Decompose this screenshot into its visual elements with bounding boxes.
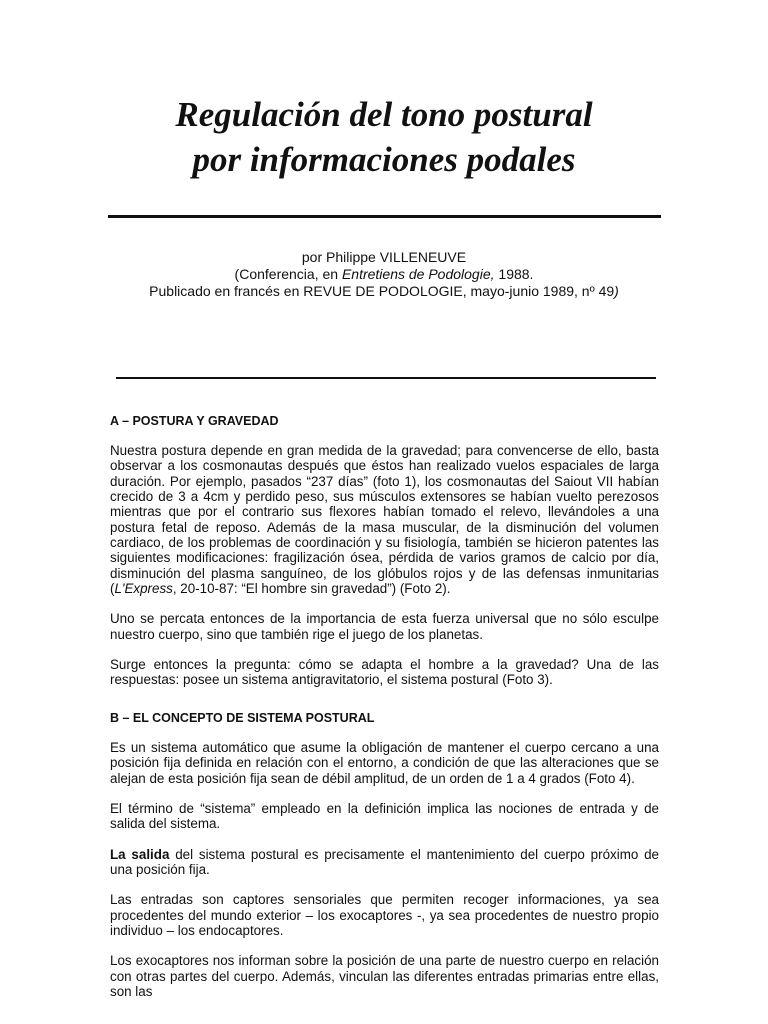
title-line-1: Regulación del tono postural (175, 95, 593, 134)
section-a-p1-italic: L'Express (114, 581, 173, 597)
section-b-paragraph-1: Es un sistema automático que asume la obligación de mantener el cuerpo cercano a una posición fija definida en relación con el entorno, a condición de que las alteraciones que se alejan de esta posición fija sean de débil amplitud, de un orden de 1 a 4 grados (Foto 4). (110, 739, 659, 786)
section-a-paragraph-1 (110, 443, 659, 596)
byline-divider (116, 377, 656, 379)
conference-suffix: 1988. (494, 266, 534, 282)
document-body (110, 413, 659, 1014)
byline (0, 249, 768, 300)
conference-prefix: (Conferencia, en (234, 266, 342, 282)
section-a-p1-end: , 20-10-87: “El hombre sin gravedad”) (Foto 2). (172, 581, 451, 597)
section-b-p3-rest: del sistema postural es precisamente el mantenimiento del cuerpo próximo de una posición fija. (110, 846, 660, 877)
section-b-paragraph-5: Los exocaptores nos informan sobre la posición de una parte de nuestro cuerpo en relación con otras partes del cuerpo. Además, vinculan las diferentes entradas primarias entre ellas, son las (110, 953, 659, 999)
section-a-p1-main: Nuestra postura depende en gran medida de la gravedad; para convencerse de ello, basta observar a los cosmonautas después que éstos han realizado vuelos espaciales de larga duración. Por ejemplo, pasados “237 días” (foto 1), los cosmonautas del Saiout VII habían crecido de 3 a 4cm y perdido peso, sus músculos extensores se habían vuelto perezosos mientras que por el contrario sus flexores habían tomado el relevo, llevándoles a una postura fetal de reposo. Además de la masa muscular, de la disminución del volumen cardiaco, de los problemas de coordinación y su fisiología, también se hicieron patentes las siguientes modificaciones: fragilización ósea, pérdida de varios gramos de calcio por día, disminución del plasma sanguíneo, de los glóbulos rojos y de las defensas inmunitarias ( (110, 443, 659, 597)
published-line (0, 283, 768, 300)
document-title (0, 92, 768, 182)
section-a-paragraph-2: Uno se percata entonces de la importancia de esta fuerza universal que no sólo esculpe nuestro cuerpo, sino que también rige el juego de los planetas. (110, 611, 659, 642)
published-suffix: ) (614, 283, 619, 299)
section-b-heading: B – EL CONCEPTO DE SISTEMA POSTURAL (110, 710, 375, 725)
section-b-paragraph-3 (110, 847, 659, 878)
conference-journal: Entretiens de Podologie, (341, 266, 495, 282)
section-a-heading: A – POSTURA Y GRAVEDAD (110, 414, 279, 428)
section-b-paragraph-2: El término de “sistema” empleado en la definición implica las nociones de entrada y de salida del sistema. (110, 800, 659, 832)
published-prefix: Publicado en francés en REVUE DE PODOLOGIE, mayo-junio 1989, nº 49 (149, 283, 615, 299)
title-line-2: por informaciones podales (192, 140, 576, 179)
conference-line (0, 266, 768, 283)
title-divider (108, 215, 661, 218)
author-line: por Philippe VILLENEUVE (301, 249, 467, 265)
section-b-paragraph-4: Las entradas son captores sensoriales que permiten recoger informaciones, ya sea procedentes del mundo exterior – los exocaptores -, ya sea procedentes de nuestro propio individuo – los endocaptores. (110, 892, 659, 938)
section-b-p3-bold: La salida (110, 846, 170, 862)
section-a-paragraph-3: Surge entonces la pregunta: cómo se adapta el hombre a la gravedad? Una de las respuestas: posee un sistema antigravitatorio, el sistema postural (Foto 3). (110, 657, 659, 688)
